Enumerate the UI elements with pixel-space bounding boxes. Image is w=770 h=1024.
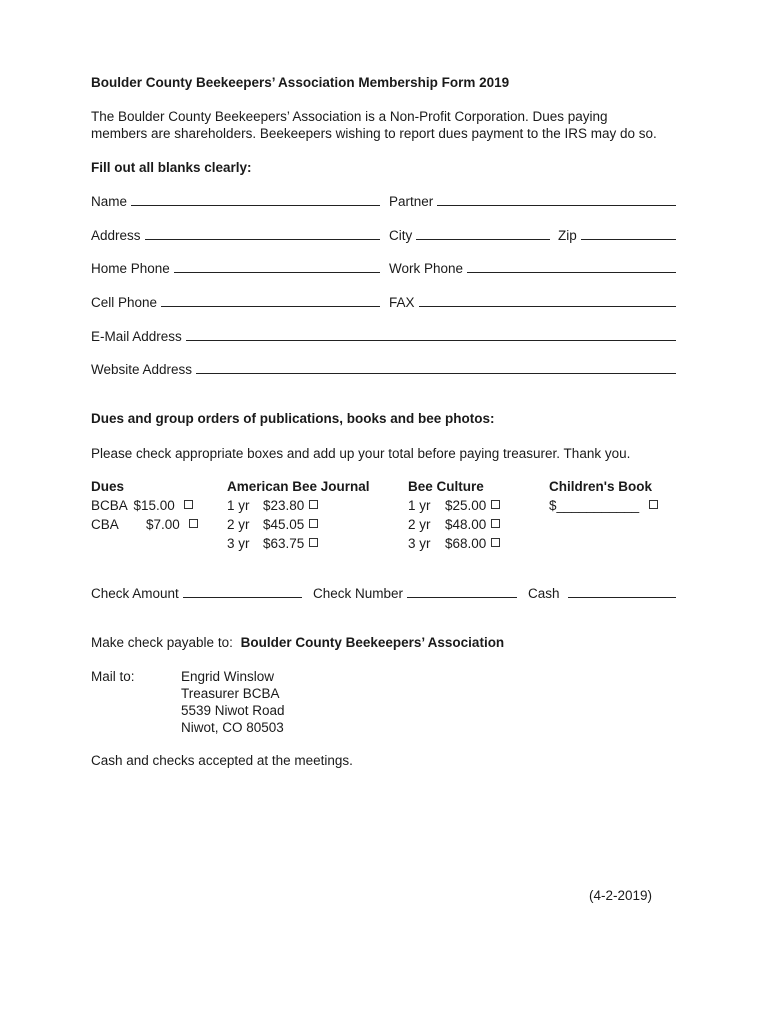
abj-row-3yr [227, 536, 370, 555]
website-label: Website Address [91, 362, 193, 377]
city-label: City [389, 228, 413, 243]
mail-title: Treasurer BCBA [181, 686, 280, 701]
partner-label: Partner [389, 194, 434, 209]
name-field[interactable] [91, 193, 384, 211]
bee-culture-row-2yr [408, 517, 500, 536]
check-number-blank[interactable] [407, 585, 517, 598]
dues-heading: Dues and group orders of publications, books and bee photos: [91, 411, 495, 426]
address-field[interactable] [91, 227, 384, 245]
home-phone-blank[interactable] [174, 260, 380, 273]
abj-row-2yr [227, 517, 370, 536]
price: $48.00 [445, 517, 487, 532]
cash-note: Cash and checks accepted at the meetings. [91, 753, 353, 768]
work-phone-field[interactable] [389, 260, 680, 278]
childrens-book-header: Children's Book [549, 479, 652, 494]
checkbox[interactable] [309, 538, 318, 547]
price: $68.00 [445, 536, 487, 551]
checkbox[interactable] [491, 500, 500, 509]
checkbox[interactable] [189, 519, 198, 528]
dues-header: Dues [91, 479, 125, 494]
cell-phone-blank[interactable] [161, 294, 380, 307]
price: $23.80 [263, 498, 305, 513]
price: $63.75 [263, 536, 305, 551]
email-label: E-Mail Address [91, 329, 182, 344]
form-title: Boulder County Beekeepers’ Association Membership Form 2019 [91, 75, 510, 90]
check-amount-field[interactable] [91, 585, 306, 603]
cash-label: Cash [528, 586, 560, 601]
zip-blank[interactable] [581, 227, 676, 240]
checkbox[interactable] [491, 538, 500, 547]
checkbox[interactable] [491, 519, 500, 528]
childrens-book-column [549, 479, 658, 517]
term-label: 1 yr [408, 498, 431, 513]
home-phone-label: Home Phone [91, 261, 170, 276]
price: $45.05 [263, 517, 305, 532]
address-blank[interactable] [145, 227, 380, 240]
fax-label: FAX [389, 295, 415, 310]
mail-city: Niwot, CO 80503 [181, 720, 284, 735]
checkbox[interactable] [184, 500, 193, 509]
address-label: Address [91, 228, 141, 243]
city-blank[interactable] [416, 227, 550, 240]
website-blank[interactable] [196, 361, 676, 374]
abj-header: American Bee Journal [227, 479, 370, 494]
revision-date: (4-2-2019) [589, 888, 653, 903]
term-label: 3 yr [408, 536, 431, 551]
price: $25.00 [445, 498, 487, 513]
bee-culture-row-1yr [408, 498, 500, 517]
mail-street: 5539 Niwot Road [181, 703, 285, 718]
dues-row-bcba [91, 498, 198, 517]
intro-line-2: members are shareholders. Beekeepers wishing to report dues payment to the IRS may do so. [91, 126, 657, 141]
mail-name: Engrid Winslow [181, 669, 275, 684]
payable-label: Make check payable to: [91, 635, 233, 650]
work-phone-blank[interactable] [467, 260, 676, 273]
term-label: 1 yr [227, 498, 250, 513]
fax-field[interactable] [389, 294, 680, 312]
mail-to-label: Mail to: [91, 669, 135, 684]
website-field[interactable] [91, 361, 680, 379]
mailing-address [181, 669, 285, 737]
check-amount-label: Check Amount [91, 586, 179, 601]
payable-line [91, 635, 504, 652]
checkbox[interactable] [309, 500, 318, 509]
dues-price: $7.00 [145, 517, 180, 532]
check-number-label: Check Number [313, 586, 404, 601]
abj-column [227, 479, 370, 555]
intro-line-1: The Boulder County Beekeepers’ Association is a Non-Profit Corporation. Dues paying [91, 109, 608, 124]
cell-phone-field[interactable] [91, 294, 384, 312]
fill-heading: Fill out all blanks clearly: [91, 160, 252, 175]
bee-culture-row-3yr [408, 536, 500, 555]
abj-row-1yr [227, 498, 370, 517]
cash-blank[interactable] [568, 585, 676, 598]
name-label: Name [91, 194, 128, 209]
dues-label: CBA [91, 517, 119, 532]
zip-label: Zip [558, 228, 577, 243]
dues-price: $15.00 [133, 498, 175, 513]
zip-field[interactable] [558, 227, 680, 245]
dues-instructions: Please check appropriate boxes and add up your total before paying treasurer. Thank you. [91, 446, 631, 461]
home-phone-field[interactable] [91, 260, 384, 278]
name-blank[interactable] [131, 193, 380, 206]
childrens-book-amount-blank[interactable]: $___________ [549, 498, 640, 513]
email-field[interactable] [91, 328, 680, 346]
work-phone-label: Work Phone [389, 261, 464, 276]
bee-culture-column [408, 479, 500, 555]
term-label: 2 yr [227, 517, 250, 532]
fax-blank[interactable] [419, 294, 676, 307]
checkbox[interactable] [649, 500, 658, 509]
partner-blank[interactable] [437, 193, 676, 206]
checkbox[interactable] [309, 519, 318, 528]
check-number-field[interactable] [313, 585, 521, 603]
term-label: 2 yr [408, 517, 431, 532]
dues-column [91, 479, 198, 536]
payable-name: Boulder County Beekeepers’ Association [240, 635, 505, 650]
dues-row-cba [91, 517, 198, 536]
dues-label: BCBA [91, 498, 128, 513]
email-blank[interactable] [186, 328, 676, 341]
cell-phone-label: Cell Phone [91, 295, 158, 310]
city-field[interactable] [389, 227, 554, 245]
cash-field[interactable] [528, 585, 680, 603]
childrens-book-row [549, 498, 658, 517]
check-amount-blank[interactable] [183, 585, 302, 598]
partner-field[interactable] [389, 193, 680, 211]
term-label: 3 yr [227, 536, 250, 551]
bee-culture-header: Bee Culture [408, 479, 484, 494]
